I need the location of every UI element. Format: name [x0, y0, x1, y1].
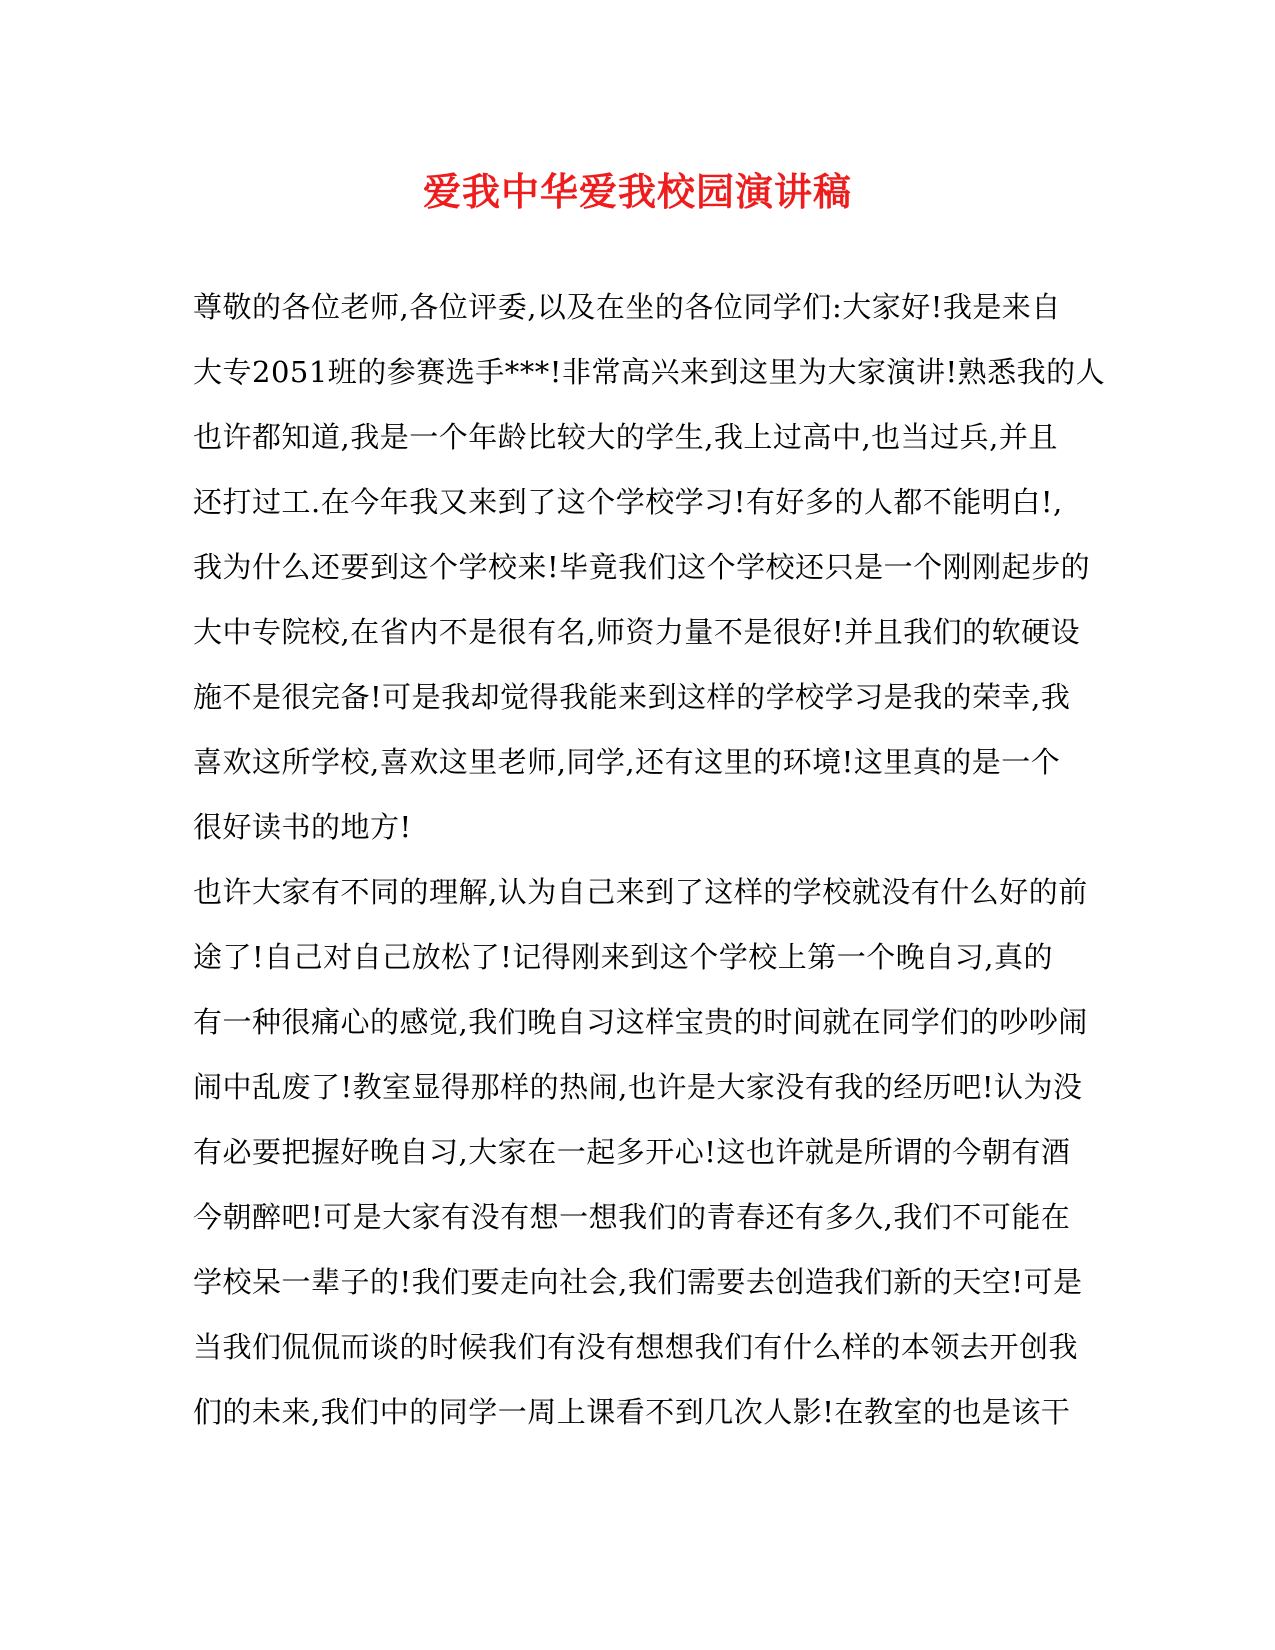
speech-body [193, 287, 1106, 1457]
text-line: 也许大家有不同的理解,认为自己来到了这样的学校就没有什么好的前 [193, 875, 1088, 909]
text-line: 今朝醉吧!可是大家有没有想一想我们的青春还有多久,我们不可能在 [193, 1200, 1071, 1234]
text-line: 也许都知道,我是一个年龄比较大的学生,我上过高中,也当过兵,并且 [193, 420, 1058, 454]
text-line: 我为什么还要到这个学校来!毕竟我们这个学校还只是一个刚刚起步的 [193, 550, 1091, 584]
text-line: 还打过工.在今年我又来到了这个学校学习!有好多的人都不能明白!, [193, 485, 1063, 519]
text-line: 尊敬的各位老师,各位评委,以及在坐的各位同学们:大家好!我是来自 [193, 290, 1061, 324]
text-line: 学校呆一辈子的!我们要走向社会,我们需要去创造我们新的天空!可是 [193, 1265, 1083, 1299]
text-line: 喜欢这所学校,喜欢这里老师,同学,还有这里的环境!这里真的是一个 [193, 745, 1061, 779]
text-line: 有一种很痛心的感觉,我们晚自习这样宝贵的时间就在同学们的吵吵闹 [193, 1005, 1088, 1039]
text-line: 很好读书的地方! [193, 810, 412, 844]
text-line: 们的未来,我们中的同学一周上课看不到几次人影!在教室的也是该干 [193, 1395, 1071, 1429]
text-line: 大中专院校,在省内不是很有名,师资力量不是很好!并且我们的软硬设 [193, 615, 1081, 649]
text-line: 施不是很完备!可是我却觉得我能来到这样的学校学习是我的荣幸,我 [193, 680, 1071, 714]
text-line: 当我们侃侃而谈的时候我们有没有想想我们有什么样的本领去开创我 [193, 1330, 1079, 1364]
text-line: 闹中乱废了!教室显得那样的热闹,也许是大家没有我的经历吧!认为没 [193, 1070, 1083, 1104]
text-line: 途了!自己对自己放松了!记得刚来到这个学校上第一个晚自习,真的 [193, 940, 1054, 974]
text-line: 大专2051班的参赛选手***!非常高兴来到这里为大家演讲!熟悉我的人 [193, 355, 1106, 389]
text-line: 有必要把握好晚自习,大家在一起多开心!这也许就是所谓的今朝有酒 [193, 1135, 1071, 1169]
page-title: 爱我中华爱我校园演讲稿 [422, 169, 852, 214]
